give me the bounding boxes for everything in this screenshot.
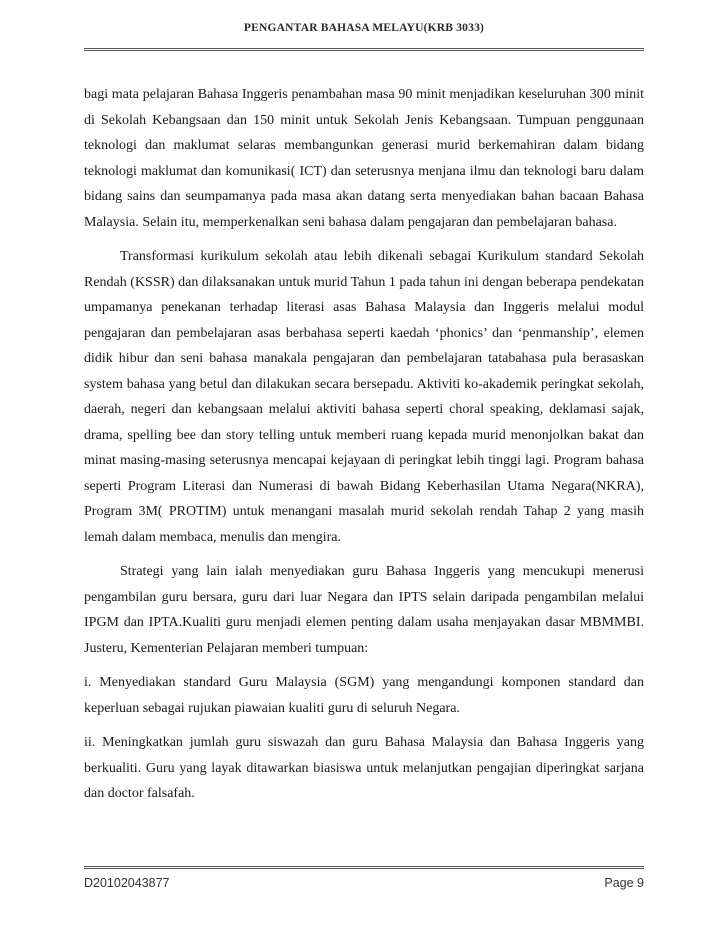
list-item-ii: ii. Meningkatkan jumlah guru siswazah dan guru Bahasa Malaysia dan Bahasa Inggeris yang berkualiti. Guru yang layak ditawarkan biasiswa untuk melanjutkan pengajian diperingkat sarjana dan doctor falsafah. [84, 735, 644, 801]
paragraph-2: Transformasi kurikulum sekolah atau lebih dikenali sebagai Kurikulum standard Sekolah Rendah (KSSR) dan dilaksanakan untuk murid Tahun 1 pada tahun ini dengan beberapa pendekatan umpamanya penekanan terhadap literasi asas Bahasa Malaysia dan Inggeris melalui modul pengajaran dan pembelajaran asas berbahasa seperti kaedah ‘phonics’ dan ‘penmanship’, elemen didik hibur dan seni bahasa manakala pengajaran dan pembelajaran tatabahasa pula berasaskan system bahasa yang betul dan dilakukan secara bersepadu. Aktiviti ko-akademik peringkat sekolah, daerah, negeri dan kebangsaan melalui aktiviti bahasa seperti choral speaking, deklamasi sajak, drama, spelling bee dan story telling untuk memberi ruang kepada murid menonjolkan bakat dan minat masing-masing seterusnya mencapai kejayaan di peringkat lebih tinggi lagi. Program bahasa seperti Program Literasi dan Numerasi di bawah Bidang Keberhasilan Utama Negara(NKRA), Program 3M( PROTIM) untuk menangani masalah murid sekolah rendah Tahap 2 yang masih lemah dalam membaca, menulis dan mengira. [84, 249, 644, 545]
list-item-i: i. Menyediakan standard Guru Malaysia (SGM) yang mengandungi komponen standard dan keperluan sebagai rujukan piawaian kualiti guru di seluruh Negara. [84, 675, 644, 716]
footer-page-number: Page 9 [604, 876, 644, 890]
document-body [84, 82, 644, 816]
paragraph-1: bagi mata pelajaran Bahasa Inggeris penambahan masa 90 minit menjadikan keseluruhan 300 minit di Sekolah Kebangsaan dan 150 minit untuk Sekolah Jenis Kebangsaan. Tumpuan penggunaan teknologi dan maklumat selaras membangunkan generasi murid berkemahiran dalam bidang teknologi maklumat dan komunikasi( ICT) dan seterusnya menjana ilmu dan teknologi baru dalam bidang sains dan seumpamanya pada masa akan datang serta menyediakan bahan bacaan Bahasa Malaysia. Selain itu, memperkenalkan seni bahasa dalam pengajaran dan pembelajaran bahasa. [84, 87, 644, 230]
header-title: PENGANTAR BAHASA MELAYU(KRB 3033) [243, 22, 485, 34]
footer-student-id: D20102043877 [84, 876, 170, 890]
paragraph-3: Strategi yang lain ialah menyediakan guru Bahasa Inggeris yang mencukupi menerusi pengambilan guru bersara, guru dari luar Negara dan IPTS selain daripada pengambilan melalui IPGM dan IPTA.Kualiti guru menjadi elemen penting dalam usaha menjayakan dasar MBMMBI. Justeru, Kementerian Pelajaran memberi tumpuan: [84, 564, 644, 656]
page-header [84, 22, 644, 51]
page-footer [84, 866, 644, 890]
